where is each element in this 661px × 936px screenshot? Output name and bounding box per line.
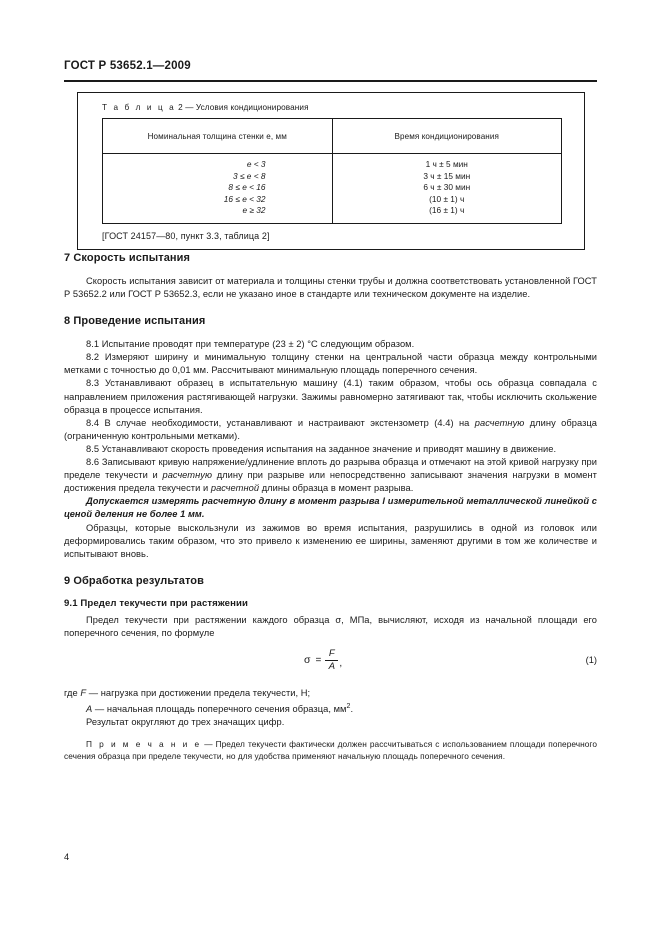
cell-thickness-0: e < 3	[246, 159, 266, 169]
paragraph-8-4-text-1: 8.4 В случае необходимости, устанавливают и настраивают экстензометр (4.4) на	[86, 417, 475, 428]
section-9-heading: 9 Обработка результатов	[64, 574, 204, 587]
paragraph-8-6-italic-2: расчетной	[210, 483, 260, 494]
paragraph-8-1: 8.1 Испытание проводят при температуре (23 ± 2) °С следующим образом.	[86, 339, 415, 350]
table-2-block	[77, 92, 585, 250]
paragraph-8-6	[64, 456, 597, 495]
column-header-thickness: Номинальная толщина стенки e, мм	[103, 119, 333, 154]
definition-A-text-before: — начальная площадь поперечного сечения образца, мм	[92, 704, 347, 715]
cell-time-4: (16 ± 1) ч	[429, 205, 465, 216]
formula-row	[64, 649, 597, 685]
cell-time-3: (10 ± 1) ч	[429, 193, 465, 204]
note-text: — Предел текучести фактически должен рассчитываться с использованием площади поперечного сечения образца при пределе текучести, но для удобства применяют начальную площадь поперечного сечения.	[64, 739, 597, 761]
paragraph-8-5: 8.5 Устанавливают скорость проведения испытания на заданное значение и приводят машину в движение.	[86, 443, 557, 454]
table-source-reference: [ГОСТ 24157—80, пункт 3.3, таблица 2]	[102, 230, 270, 241]
formula-definitions	[64, 687, 597, 729]
section-7-heading: 7 Скорость испытания	[64, 252, 191, 264]
column-header-time: Время кондиционирования	[332, 119, 562, 154]
paragraph-8-2: 8.2 Измеряют ширину и минимальную толщину стенки на центральной части образца между контрольными метками с точностью до 0,01 мм. Рассчитывают минимальную площадь поперечного сечения.	[64, 352, 597, 376]
formula-yield-stress	[304, 649, 342, 671]
paragraph-sample-replacement: Образцы, которые выскользнули из зажимов во время испытания, разрушились в одной из головок или деформировались таким образом, что это привело к изменению ее ширины, заменяют другими в том же количестве и испытывают вновь.	[64, 522, 597, 559]
definition-rounding: Результат округляют до трех значащих цифр.	[86, 717, 285, 728]
header-divider	[64, 80, 597, 82]
section-9-1-heading: 9.1 Предел текучести при растяжении	[64, 597, 248, 609]
definition-F	[64, 687, 597, 700]
table-header-row	[103, 119, 562, 154]
section-9-note	[64, 739, 597, 762]
formula-fraction	[325, 649, 338, 671]
formula-denominator: A	[328, 660, 336, 672]
cell-thickness-2: 8 ≤ e < 16	[228, 182, 266, 193]
formula-number: (1)	[585, 654, 597, 665]
cell-time-2: 6 ч ± 30 мин	[423, 182, 471, 193]
paragraph-8-4-text-2: длину образца (ограниченную контрольными метками).	[64, 417, 598, 441]
paragraph-8-6-text-2: длину при разрыве или непосредственно записывают значения нагрузки в момент достижения предела текучести и	[64, 470, 597, 494]
cell-thickness-4: e ≥ 32	[242, 205, 266, 216]
document-standard-number: ГОСТ Р 53652.1—2009	[64, 60, 191, 72]
formula-numerator: F	[328, 647, 335, 659]
cell-time-0: 1 ч ± 5 мин	[425, 159, 468, 169]
definition-F-text: — нагрузка при достижении предела текучести, Н;	[86, 687, 311, 698]
cell-time-group	[332, 154, 562, 224]
table-caption	[102, 103, 584, 112]
cell-thickness-3: 16 ≤ e < 32	[223, 193, 266, 204]
cell-thickness-1: 3 ≤ e < 8	[233, 170, 266, 181]
paragraph-8-4-italic: расчетную	[474, 417, 525, 428]
cell-thickness-group	[103, 154, 333, 224]
definition-A-text-after: .	[350, 704, 354, 715]
page-number: 4	[64, 852, 70, 862]
paragraph-8-6-italic-1: расчетную	[162, 470, 212, 481]
paragraph-8-6-text-3: длины образца в момент разрыва.	[259, 483, 414, 494]
table-caption-number: 2	[178, 103, 183, 112]
paragraph-8-4	[64, 417, 597, 443]
section-8-heading: 8 Проведение испытания	[64, 315, 206, 328]
section-9-1-intro: Предел текучести при растяжении каждого образца σ, МПа, вычисляют, исходя из начальной площади его поперечного сечения, по формуле	[64, 614, 597, 638]
paragraph-8-3: 8.3 Устанавливают образец в испытательную машину (4.1) таким образом, чтобы ось образца совпадала с направлением приложения растягивающей нагрузки. Зажимы равномерно затягивают так, чтобы исключить скольжение образца в процессе испытания.	[64, 378, 597, 415]
paragraph-8-6-text-1: 8.6 Записывают кривую напряжение/удлинение вплоть до разрыва образца и отмечают на этой кривой нагрузку при пределе текучести и	[64, 457, 597, 481]
definition-A-symbol: A	[86, 704, 93, 715]
note-label: П р и м е ч а н и е	[86, 739, 202, 750]
cell-time-1: 3 ч ± 15 мин	[423, 170, 471, 181]
definition-F-symbol: F	[80, 687, 87, 698]
definition-A-superscript: 2	[346, 703, 351, 711]
conditioning-table	[102, 118, 562, 224]
table-caption-label: Т а б л и ц а	[102, 103, 176, 112]
definition-where-prefix: где	[64, 687, 81, 698]
definition-A	[64, 700, 597, 716]
paragraph-allowed-measurement: Допускается измерять расчетную длину в момент разрыва l измерительной металлической линейкой с ценой деления не более 1 мм.	[64, 496, 597, 520]
document-body	[64, 252, 597, 762]
table-row	[103, 154, 562, 224]
section-7-paragraph: Скорость испытания зависит от материала и толщины стенки трубы и должна соответствовать установленной ГОСТ Р 53652.2 или ГОСТ Р 53652.3, если не указано иное в стандарте или техническом документе на изделие.	[64, 276, 597, 300]
formula-sigma-symbol: σ	[304, 654, 311, 667]
formula-equals-sign: =	[315, 654, 322, 666]
table-caption-title: — Условия кондиционирования	[185, 103, 309, 112]
formula-trailing-comma: ,	[339, 658, 343, 670]
